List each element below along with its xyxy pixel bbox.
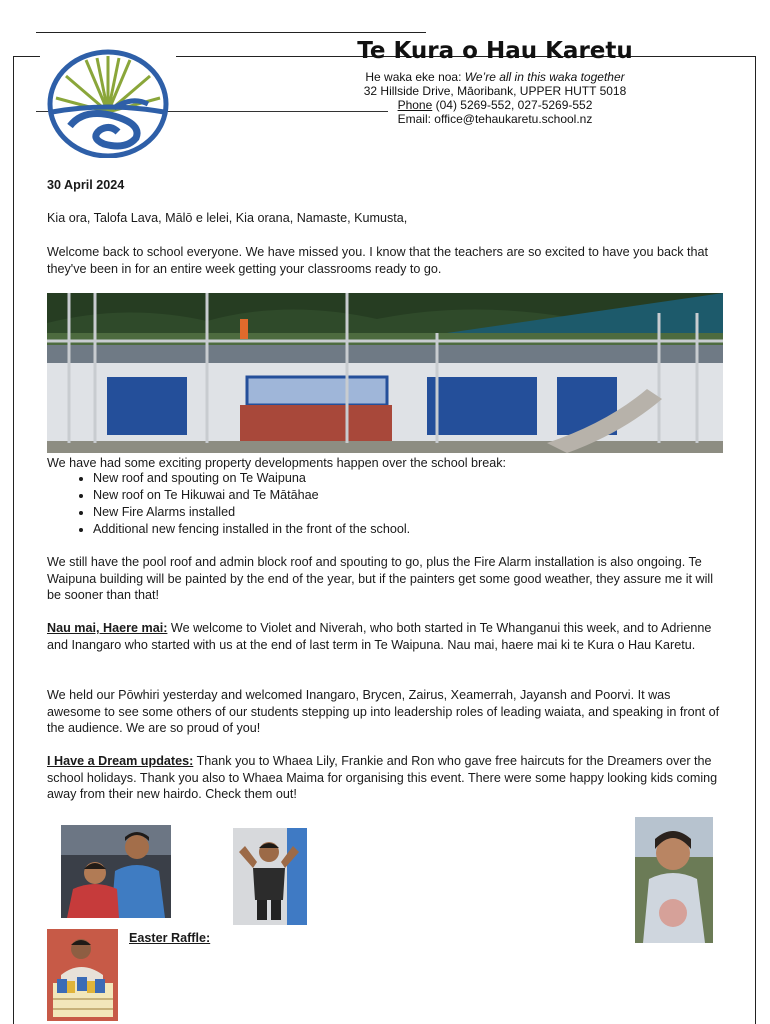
nau-mai-text: We welcome to Violet and Niverah, who both started in Te Whanganui this week, and to Adrienne and Inangaro who started with us at the end of last term in Te Waipuna. Nau mai, haere mai ki te Kura o Hau Karetu.: [47, 621, 712, 652]
property-list: [47, 470, 410, 538]
nau-mai-paragraph: [47, 620, 727, 653]
school-address: 32 Hillside Drive, Māoribank, UPPER HUTT 5018: [363, 84, 627, 98]
still-to-go-paragraph: We still have the pool roof and admin block roof and spouting to go, plus the Fire Alarm installation is also ongoing. Te Waipuna building will be painted by the end of the year, but if the painters get some good weather, they assure me it will be sooner than that!: [47, 555, 713, 603]
motto-maori: He waka eke noa:: [365, 70, 465, 84]
greeting: Kia ora, Talofa Lava, Mālō e lelei, Kia orana, Namaste, Kumusta,: [47, 211, 408, 225]
school-logo: [44, 46, 172, 158]
phone-number: (04) 5269-552, 027-5269-552: [432, 98, 593, 112]
list-item: • Additional new fencing installed in the front of the school.: [93, 521, 410, 538]
letter-date: 30 April 2024: [47, 178, 125, 192]
phone-label: Phone: [397, 98, 433, 112]
school-email[interactable]: Email: office@tehaukaretu.school.nz: [397, 112, 593, 126]
motto-english: We’re all in this waka together: [464, 70, 625, 84]
frame-right: [755, 56, 756, 1024]
haircut-photo-two-boys: [61, 825, 171, 918]
motto: [330, 70, 660, 84]
top-rule: [36, 32, 426, 33]
dream-text: Thank you to Whaea Lily, Frankie and Ron who gave free haircuts for the Dreamers over the school holidays. Thank you also to Whaea Maima for organising this event. There were some happy looking kids coming away from their new hairdo. Check them out!: [47, 754, 718, 802]
haircut-photo-girl: [635, 817, 713, 943]
nau-mai-heading: Nau mai, Haere mai:: [47, 621, 168, 635]
list-item: • New roof on Te Hikuwai and Te Mātāhae: [93, 487, 410, 504]
property-intro: We have had some exciting property developments happen over the school break:: [47, 456, 507, 470]
school-phone: [330, 98, 660, 112]
easter-raffle-photo: [47, 929, 118, 1021]
frame-left: [13, 56, 14, 1024]
powhiri-paragraph: We held our Pōwhiri yesterday and welcomed Inangaro, Brycen, Zairus, Xeamerrah, Jayansh and Poorvi. It was awesome to see some others of our students stepping up into leadership roles of leading waiata, and speaking in front of the audience. We are so proud of you!: [47, 688, 720, 736]
school-name: Te Kura o Hau Karetu: [357, 38, 633, 64]
list-item: • New Fire Alarms installed: [93, 504, 410, 521]
frame-top-left: [13, 56, 40, 57]
haircut-photo-boy-flexing: [233, 828, 307, 925]
dream-heading: I Have a Dream updates:: [47, 754, 194, 768]
list-item: • New roof and spouting on Te Waipuna: [93, 470, 410, 487]
easter-raffle-heading: Easter Raffle:: [129, 931, 211, 945]
school-contact-block: [330, 70, 660, 126]
welcome-paragraph: Welcome back to school everyone. We have missed you. I know that the teachers are so excited to have you back that they've been in for an entire week getting your classrooms ready to go.: [47, 245, 709, 276]
dream-paragraph: [47, 753, 727, 803]
building-photo: [47, 293, 723, 453]
